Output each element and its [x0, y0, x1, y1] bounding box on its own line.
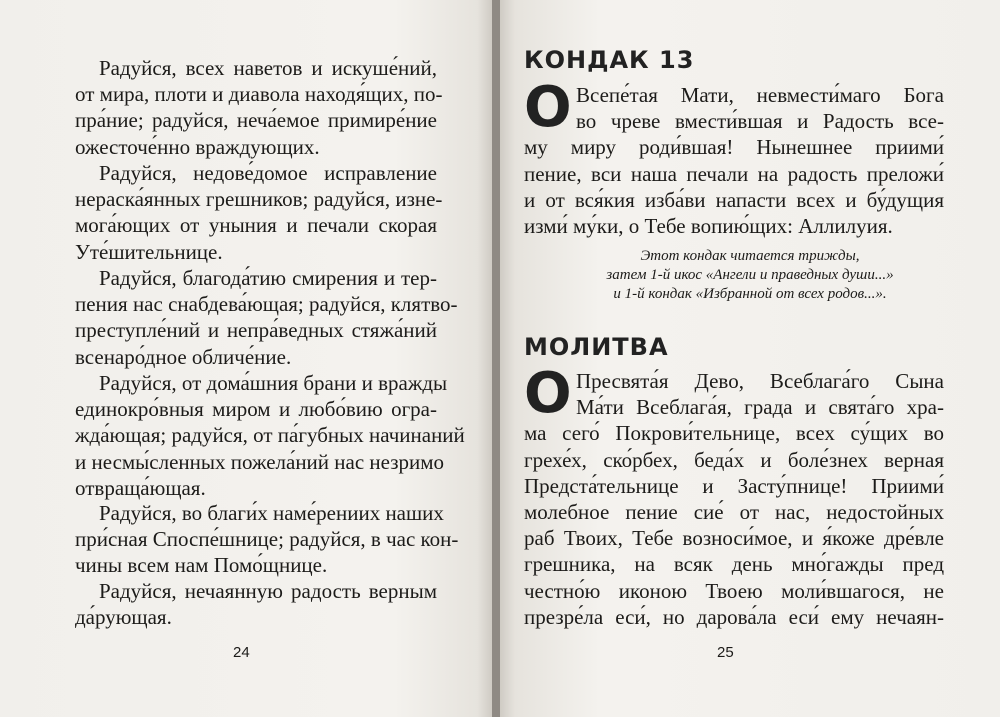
text-line: Радуйся, нечаянную радость верным	[99, 579, 437, 603]
text-line: честно́ю иконою Твоею моли́вшагося, не	[524, 578, 944, 603]
text-line: всенаро́дное обличе́ние.	[75, 344, 292, 369]
text-line: Радуйся, благода́тию смирения и тер-	[99, 266, 437, 290]
prayer-text	[524, 361, 944, 630]
text-line: Ма́ти Всеблага́я, града и свята́го хра-	[576, 395, 944, 420]
left-page	[0, 0, 492, 717]
text-line: грешника, на всяк день мно́гажды пред	[524, 552, 944, 577]
text-line: пра́ние; радуйся, неча́емое примире́ние	[75, 108, 437, 133]
text-line: грехе́х, ско́рбех, беда́х и боле́знех верная	[524, 447, 944, 472]
rubric-line: Этот кондак читается трижды,	[640, 248, 860, 264]
text-line: Всепе́тая Мати, невмести́маго Бога	[576, 83, 944, 107]
paragraph-5	[75, 500, 459, 579]
page-number-left: 24	[233, 644, 250, 661]
text-line: мога́ющих от уныния и печали скорая	[75, 213, 437, 238]
text-line: и несмы́сленных пожела́ний нас незримо	[75, 449, 445, 474]
prayer-dropcap: О	[524, 361, 572, 426]
text-line: Радуйся, от дома́шния брани и вражды	[99, 371, 448, 395]
text-line: ма сего́ Покрови́тельнице, всех су́щих во	[524, 421, 944, 446]
text-line: Радуйся, во благи́х наме́рениих наших	[99, 501, 444, 525]
prayer-heading: МОЛИТВА	[524, 333, 669, 361]
rubric-line: и 1-й кондак «Избранной от всех родов...».	[613, 286, 887, 302]
text-line: изми́ му́ки, о Тебе вопию́щих: Аллилуия.	[524, 214, 893, 239]
book-gutter	[492, 0, 500, 717]
text-line: Уте́шительнице.	[75, 239, 223, 264]
text-line: молебное пение сие́ от нас, недостойных	[524, 500, 944, 525]
text-line: Пресвята́я Дево, Всеблага́го Сына	[576, 369, 944, 393]
text-line: во чреве вмести́вшая и Радость все-	[576, 109, 944, 134]
right-page	[500, 0, 1000, 717]
rubric-note	[500, 247, 1000, 304]
text-line: раб Твоих, Тебе возноси́мое, и я́коже дре́вле	[524, 526, 944, 551]
paragraph-1	[75, 55, 443, 160]
rubric-line: затем 1-й икос «Ангели и праведных души...»	[606, 267, 894, 283]
paragraph-3	[75, 265, 458, 370]
text-line: нераска́янных грешников; радуйся, изне-	[75, 187, 443, 212]
paragraph-6	[75, 578, 437, 630]
text-line: преступле́ний и непра́ведных стяжа́ний	[75, 318, 437, 343]
page-number-right: 25	[717, 644, 734, 661]
text-line: да́рующая.	[75, 605, 172, 630]
text-line: от мира, плоти и диавола находя́щих, по-	[75, 82, 443, 107]
text-line: Радуйся, всех наветов и искуше́ний,	[99, 56, 437, 80]
text-line: при́сная Споспе́шнице; радуйся, в час кон-	[75, 527, 459, 552]
text-line: единокро́вныя миром и любо́вию огра-	[75, 397, 437, 422]
kondak-heading: КОНДАК 13	[524, 46, 695, 74]
text-line: пение, вси наша печали на радость преложи́	[524, 161, 944, 186]
text-line: ожесточе́нно враждующих.	[75, 134, 320, 159]
kondak-dropcap: О	[524, 75, 572, 140]
text-line: презре́ла еси́, но дарова́ла еси́ ему нечаян-	[524, 604, 944, 629]
text-line: Предста́тельнице и Засту́пнице! Приими́	[524, 473, 944, 498]
text-line: му миру роди́вшая! Нынешнее приими́	[524, 135, 944, 160]
kondak-text	[524, 75, 944, 239]
text-line: и от вся́кия изба́ви напасти всех и бу́дущия	[524, 187, 944, 212]
text-line: чины всем нам Помо́щнице.	[75, 553, 328, 578]
paragraph-4	[75, 370, 465, 501]
text-line: пения нас снабдева́ющая; радуйся, клятво-	[75, 292, 458, 317]
text-line: отвраща́ющая.	[75, 475, 206, 500]
text-line: Радуйся, недове́домое исправление	[99, 161, 437, 185]
paragraph-2	[75, 160, 443, 265]
text-line: жда́ющая; радуйся, от па́губных начинаний	[75, 423, 465, 448]
